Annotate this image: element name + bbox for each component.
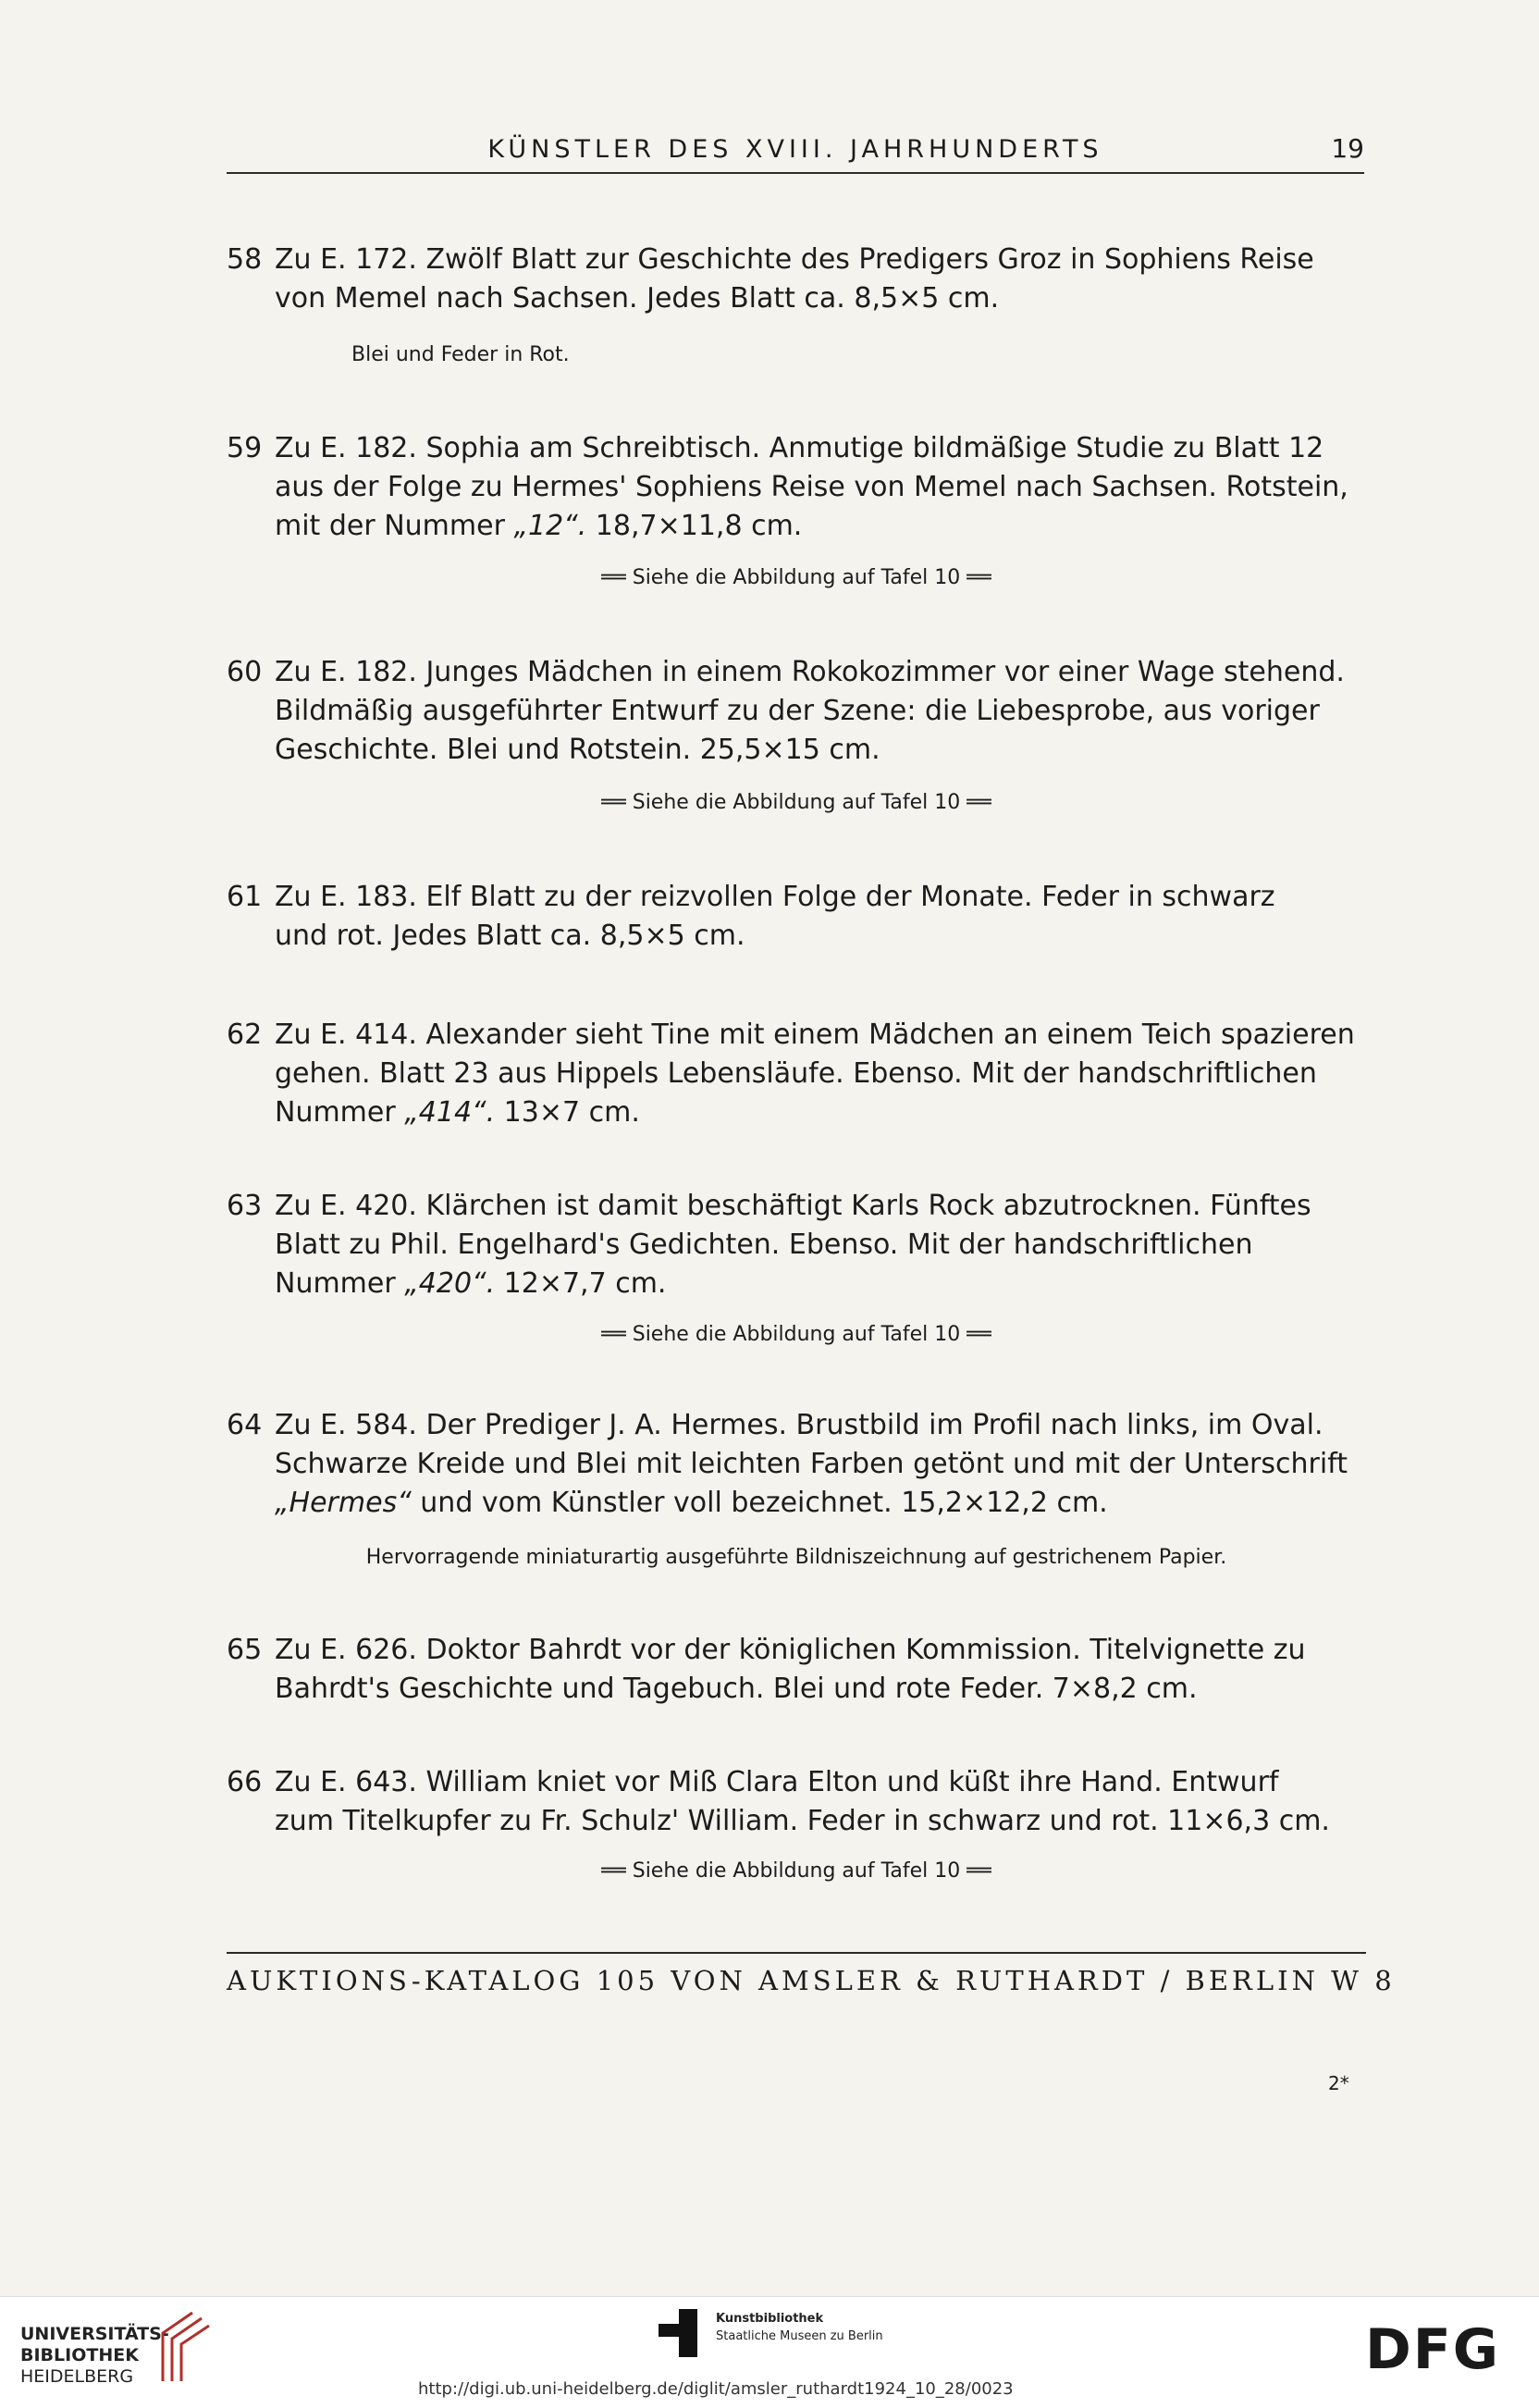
catalog-entry-61 <box>227 878 1366 956</box>
entry-line: Nummer <box>275 1096 405 1129</box>
kb-line: Kunstbibliothek <box>716 2312 824 2326</box>
dfg-logo[interactable]: DFG <box>1365 2317 1501 2382</box>
entry-number: 58 <box>227 243 263 276</box>
catalog-entry-62 <box>227 1016 1366 1132</box>
ub-heidelberg-logo[interactable] <box>20 2324 169 2388</box>
handwritten-number: „414“. <box>404 1096 496 1129</box>
plate-reference: ══ Siehe die Abbildung auf Tafel 10 ══ <box>601 791 991 814</box>
entry-line: Zu E. 643. William kniet vor Miß Clara Elton und küßt ihre Hand. Entwurf <box>275 1766 1279 1798</box>
entry-number: 64 <box>227 1409 263 1441</box>
entry-note: Hervorragende miniaturartig ausgeführte Bildniszeichnung auf gestrichenem Papier. <box>365 1546 1227 1569</box>
catalog-entry-58 <box>227 241 1366 318</box>
ub-logo-line: HEIDELBERG <box>20 2366 134 2387</box>
entry-line: zum Titelkupfer zu Fr. Schulz' William. Feder in schwarz und rot. 11×6,3 cm. <box>275 1805 1330 1837</box>
sheet-signature: 2* <box>1328 2072 1349 2094</box>
entry-line: Nummer <box>275 1267 405 1300</box>
catalog-entry-60 <box>227 653 1366 770</box>
running-header <box>227 130 1364 174</box>
entry-line: aus der Folge zu Hermes' Sophiens Reise von Memel nach Sachsen. Rotstein, <box>275 471 1348 503</box>
entry-number: 63 <box>227 1190 263 1222</box>
ub-logo-line: BIBLIOTHEK <box>20 2345 139 2365</box>
page-number: 19 <box>1331 133 1364 164</box>
entry-line: und rot. Jedes Blatt ca. 8,5×5 cm. <box>275 920 745 952</box>
entry-line: 13×7 cm. <box>495 1096 640 1129</box>
entry-line: Schwarze Kreide und Blei mit leichten Farben getönt und mit der Unterschrift <box>275 1448 1348 1480</box>
entry-line: Zu E. 183. Elf Blatt zu der reizvollen Folge der Monate. Feder in schwarz <box>275 881 1275 913</box>
entry-line: Geschichte. Blei und Rotstein. 25,5×15 cm. <box>275 734 880 766</box>
entry-line: Zu E. 182. Junges Mädchen in einem Rokokozimmer vor einer Wage stehend. <box>275 656 1345 688</box>
entry-line: Zu E. 584. Der Prediger J. A. Hermes. Brustbild im Profil nach links, im Oval. <box>275 1409 1324 1441</box>
handwritten-number: „12“. <box>513 510 587 542</box>
entry-number: 66 <box>227 1766 263 1798</box>
header-title: KÜNSTLER DES XVIII. JAHRHUNDERTS <box>487 135 1103 164</box>
catalog-footer: AUKTIONS-KATALOG 105 VON AMSLER & RUTHARDT / BERLIN W 8 <box>227 1965 1396 1996</box>
entry-line: Zu E. 182. Sophia am Schreibtisch. Anmutige bildmäßige Studie zu Blatt 12 <box>275 432 1324 464</box>
entry-line: Zu E. 626. Doktor Bahrdt vor der königlichen Kommission. Titelvignette zu <box>275 1634 1306 1666</box>
entry-line: Bahrdt's Geschichte und Tagebuch. Blei und rote Feder. 7×8,2 cm. <box>275 1673 1198 1705</box>
entry-line: Bildmäßig ausgeführter Entwurf zu der Szene: die Liebesprobe, aus voriger <box>275 695 1320 727</box>
plate-reference: ══ Siehe die Abbildung auf Tafel 10 ══ <box>601 1323 991 1346</box>
entry-line: Blatt zu Phil. Engelhard's Gedichten. Ebenso. Mit der handschriftlichen <box>275 1229 1253 1261</box>
footer-rule <box>227 1952 1366 1954</box>
plate-reference: ══ Siehe die Abbildung auf Tafel 10 ══ <box>601 566 991 589</box>
entry-number: 62 <box>227 1019 263 1051</box>
entry-line: Zu E. 172. Zwölf Blatt zur Geschichte des Predigers Groz in Sophiens Reise <box>275 243 1314 276</box>
entry-line: 18,7×11,8 cm. <box>586 510 803 542</box>
entry-line: Zu E. 414. Alexander sieht Tine mit einem Mädchen an einem Teich spazieren <box>275 1019 1355 1051</box>
ub-logo-line: UNIVERSITÄTS- <box>20 2324 169 2344</box>
entry-number: 61 <box>227 881 263 913</box>
entry-line: mit der Nummer <box>275 510 514 542</box>
handwritten-number: „420“. <box>404 1267 496 1300</box>
entry-note: Blei und Feder in Rot. <box>351 343 570 366</box>
catalog-entry-64 <box>227 1406 1366 1523</box>
entry-line: und vom Künstler voll bezeichnet. 15,2×12,2 cm. <box>411 1487 1108 1519</box>
entry-number: 59 <box>227 432 263 464</box>
entry-number: 65 <box>227 1634 263 1666</box>
catalog-entry-66 <box>227 1763 1366 1841</box>
entry-line: von Memel nach Sachsen. Jedes Blatt ca. 8,5×5 cm. <box>275 282 1000 315</box>
entry-number: 60 <box>227 656 263 688</box>
catalog-entry-65 <box>227 1631 1366 1709</box>
entry-line: Zu E. 420. Klärchen ist damit beschäftigt Karls Rock abzutrocknen. Fünftes <box>275 1190 1311 1222</box>
signature-text: „Hermes“ <box>275 1487 412 1519</box>
ub-emblem-icon <box>155 2307 213 2387</box>
entry-line: gehen. Blatt 23 aus Hippels Lebensläufe. Ebenso. Mit der handschriftlichen <box>275 1057 1317 1090</box>
kunstbibliothek-label[interactable] <box>716 2310 883 2345</box>
kb-line: Staatliche Museen zu Berlin <box>716 2329 883 2343</box>
plate-reference: ══ Siehe die Abbildung auf Tafel 10 ══ <box>601 1859 991 1883</box>
permalink-url[interactable]: http://digi.ub.uni-heidelberg.de/diglit/amsler_ruthardt1924_10_28/0023 <box>418 2379 1014 2399</box>
kunstbibliothek-logo-icon[interactable] <box>659 2309 707 2365</box>
catalog-entry-59 <box>227 429 1366 546</box>
entry-line: 12×7,7 cm. <box>495 1267 667 1300</box>
catalog-entry-63 <box>227 1187 1366 1303</box>
